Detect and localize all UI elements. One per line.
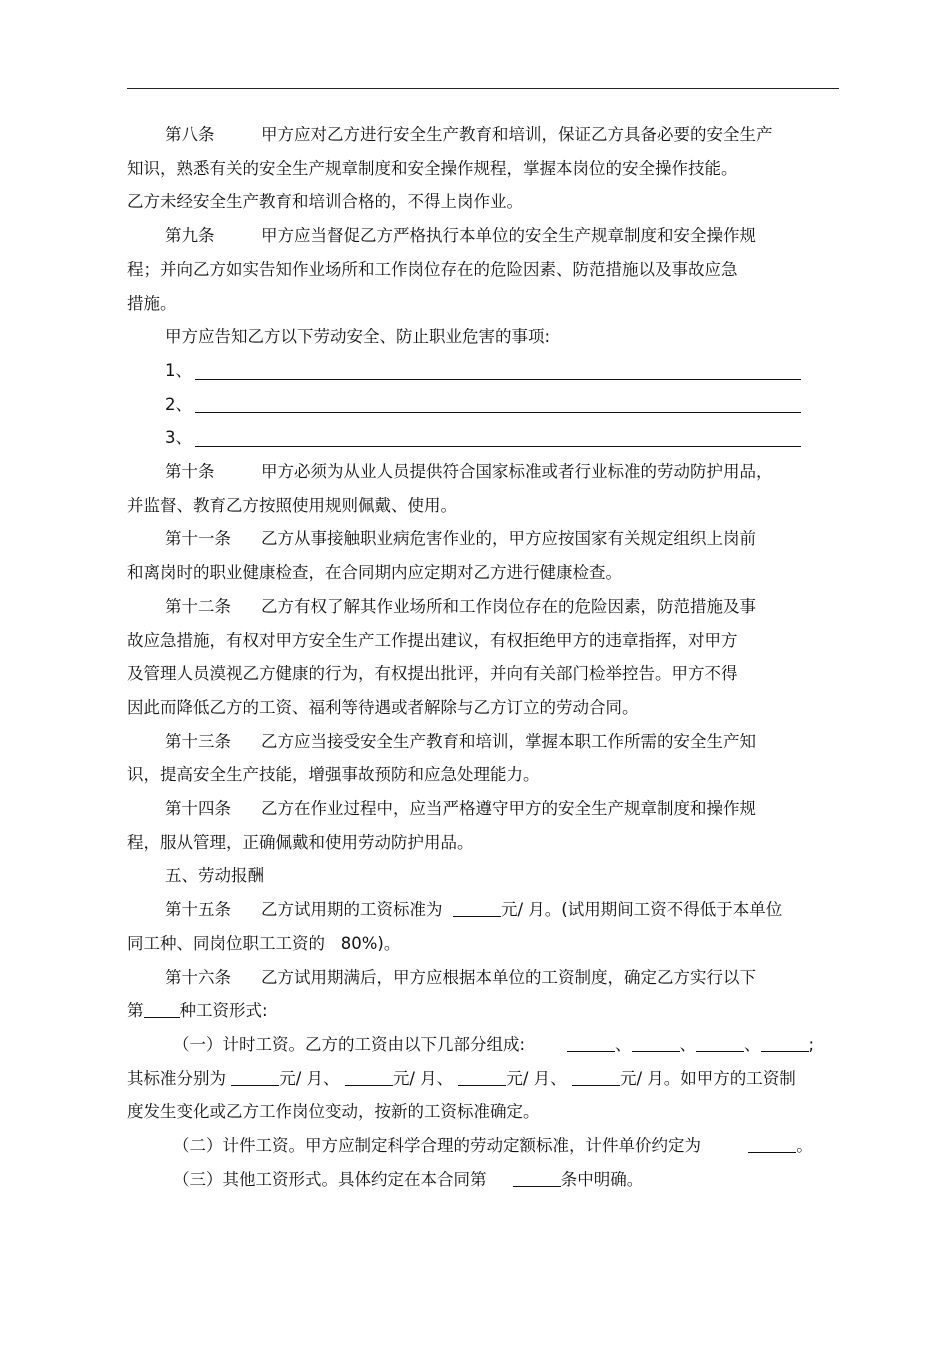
fill-in-blank[interactable] [453, 898, 501, 917]
wage-time-based: （一）计时工资。乙方的工资由以下几部分组成: 、 、 、 ; [173, 1034, 815, 1054]
wage-piece-rate: （二）计件工资。甲方应制定科学合理的劳动定额标准，计件单价约定为 。 [173, 1136, 813, 1156]
article-label: 第十六条 [165, 967, 231, 987]
article-8-line: 乙方未经安全生产教育和培训合格的，不得上岗作业。 [127, 192, 523, 212]
article-8: 第八条 甲方应对乙方进行安全生产教育和培训，保证乙方具备必要的安全生产 [127, 118, 839, 152]
article-14-line: 程，服从管理，正确佩戴和使用劳动防护用品。 [127, 832, 474, 852]
section-title: 五、劳动报酬 [165, 866, 264, 886]
article-12-line: 因此而降低乙方的工资、福利等待遇或者解除与乙方订立的劳动合同。 [127, 697, 639, 717]
notice-item-3: 3、 [127, 421, 839, 455]
fill-in-blank[interactable] [513, 1168, 561, 1187]
fill-in-blank[interactable] [748, 1134, 796, 1153]
notice-item-2: 2、 [127, 388, 839, 422]
article-8-line: 知识，熟悉有关的安全生产规章制度和安全操作规程，掌握本岗位的安全操作技能。 [127, 158, 738, 178]
article-label: 第十条 [165, 461, 215, 481]
fill-in-blank[interactable] [458, 1067, 506, 1086]
article-10-line: 并监督、教育乙方按照使用规则佩戴、使用。 [127, 495, 457, 515]
fill-in-line[interactable] [195, 412, 801, 413]
article-15: 第十五条 乙方试用期的工资标准为 元/ 月。(试用期间工资不得低于本单位 [127, 893, 839, 927]
notice-item-1: 1、 [127, 354, 839, 388]
article-15-line: 同工种、同岗位职工工资的 80%)。 [127, 933, 401, 953]
wage-other: （三）其他工资形式。具体约定在本合同第 条中明确。 [173, 1169, 644, 1189]
article-11: 第十一条 乙方从事接触职业病危害作业的，甲方应按国家有关规定组织上岗前 [127, 522, 839, 556]
wage-time-based-line: 其标准分别为 元/ 月、 元/ 月、 元/ 月、 元/ 月。如甲方的工资制 [127, 1068, 796, 1088]
fill-in-blank[interactable] [696, 1033, 744, 1052]
article-13-line: 识，提高安全生产技能，增强事故预防和应急处理能力。 [127, 765, 540, 785]
article-16: 第十六条 乙方试用期满后，甲方应根据本单位的工资制度，确定乙方实行以下 [127, 961, 839, 995]
fill-in-line[interactable] [195, 446, 801, 447]
article-label: 第十二条 [165, 596, 231, 616]
fill-in-blank[interactable] [572, 1067, 620, 1086]
article-9-line: 程；并向乙方如实告知作业场所和工作岗位存在的危险因素、防范措施以及事故应急 [127, 259, 738, 279]
fill-in-line[interactable] [195, 379, 801, 380]
notice-intro: 甲方应告知乙方以下劳动安全、防止职业危害的事项: [165, 327, 551, 347]
article-label: 第十五条 [165, 900, 231, 920]
article-14: 第十四条 乙方在作业过程中，应当严格遵守甲方的安全生产规章制度和操作规 [127, 792, 839, 826]
article-11-line: 和离岗时的职业健康检查，在合同期内应定期对乙方进行健康检查。 [127, 563, 622, 583]
fill-in-blank[interactable] [567, 1033, 615, 1052]
fill-in-blank[interactable] [632, 1033, 680, 1052]
fill-in-blank[interactable] [144, 999, 180, 1018]
wage-time-based-line: 度发生变化或乙方工作岗位变动，按新的工资标准确定。 [127, 1102, 540, 1122]
article-label: 第十一条 [165, 529, 231, 549]
article-10: 第十条 甲方必须为从业人员提供符合国家标准或者行业标准的劳动防护用品， [127, 455, 839, 489]
fill-in-blank[interactable] [761, 1033, 809, 1052]
article-12-line: 及管理人员漠视乙方健康的行为，有权提出批评，并向有关部门检举控告。甲方不得 [127, 664, 738, 684]
document-body [127, 118, 839, 1196]
article-label: 第八条 [165, 125, 215, 144]
article-9: 第九条 甲方应当督促乙方严格执行本单位的安全生产规章制度和安全操作规 [127, 219, 839, 253]
fill-in-blank[interactable] [231, 1067, 279, 1086]
article-9-line: 措施。 [127, 293, 177, 313]
header-rule [127, 88, 839, 89]
article-label: 第十四条 [165, 799, 231, 819]
article-label: 第十三条 [165, 731, 231, 751]
article-12-line: 故应急措施，有权对甲方安全生产工作提出建议，有权拒绝甲方的违章指挥，对甲方 [127, 630, 738, 650]
article-12: 第十二条 乙方有权了解其作业场所和工作岗位存在的危险因素，防范措施及事 [127, 590, 839, 624]
fill-in-blank[interactable] [345, 1067, 393, 1086]
article-13: 第十三条 乙方应当接受安全生产教育和培训，掌握本职工作所需的安全生产知 [127, 725, 839, 759]
article-label: 第九条 [165, 226, 215, 246]
article-16-line: 第 种工资形式: [127, 1001, 268, 1021]
